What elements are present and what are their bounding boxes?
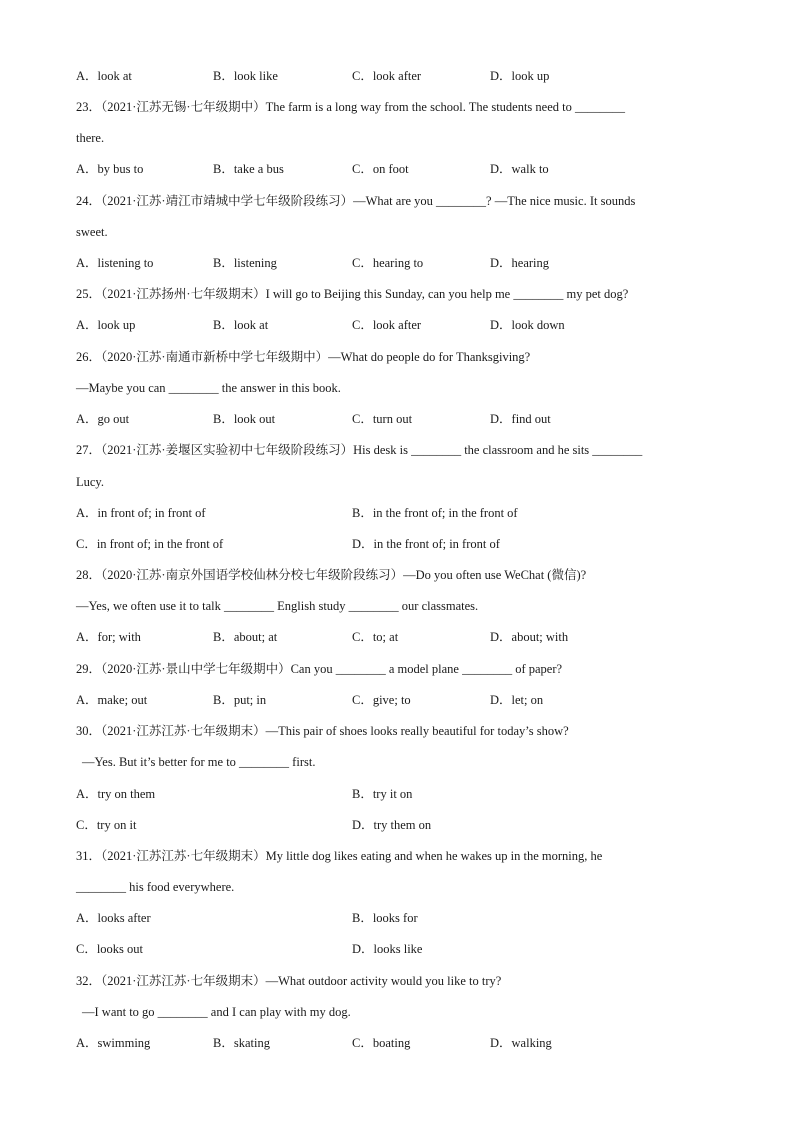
option-b[interactable]: B．in the front of; in the front of bbox=[352, 506, 518, 520]
question-text-line: 31．（2021·江苏江苏·七年级期末）My little dog likes eating and when he wakes up in the morning, he bbox=[76, 849, 603, 863]
question-text-line: 27．（2021·江苏·姜堰区实验初中七年级阶段练习）His desk is ________ the classroom and he sits ________ bbox=[76, 443, 643, 457]
option-c[interactable]: C．looks out bbox=[76, 942, 144, 956]
option-b[interactable]: B．skating bbox=[213, 1036, 270, 1050]
option-a[interactable]: A．try on them bbox=[76, 787, 156, 801]
option-d[interactable]: D．walk to bbox=[490, 162, 549, 176]
option-d[interactable]: D．find out bbox=[490, 412, 551, 426]
option-d[interactable]: D．looks like bbox=[352, 942, 423, 956]
option-c[interactable]: C．give; to bbox=[352, 693, 411, 707]
option-d[interactable]: D．look down bbox=[490, 318, 565, 332]
question-text-line: there. bbox=[76, 131, 105, 145]
option-c[interactable]: C．in front of; in the front of bbox=[76, 537, 224, 551]
option-a[interactable]: A．listening to bbox=[76, 256, 154, 270]
option-a[interactable]: A．looks after bbox=[76, 911, 151, 925]
option-a[interactable]: A．swimming bbox=[76, 1036, 151, 1050]
option-d[interactable]: D．walking bbox=[490, 1036, 552, 1050]
question-text-line: 26．（2020·江苏·南通市新桥中学七年级期中）—What do people do for Thanksgiving? bbox=[76, 350, 531, 364]
question-text-line: 32．（2021·江苏江苏·七年级期末）—What outdoor activity would you like to try? bbox=[76, 974, 502, 988]
option-a[interactable]: A．look at bbox=[76, 69, 132, 83]
option-d[interactable]: D．try them on bbox=[352, 818, 432, 832]
option-b[interactable]: B．try it on bbox=[352, 787, 413, 801]
option-c[interactable]: C．hearing to bbox=[352, 256, 424, 270]
option-c[interactable]: C．look after bbox=[352, 69, 422, 83]
option-c[interactable]: C．to; at bbox=[352, 630, 399, 644]
option-b[interactable]: B．listening bbox=[213, 256, 277, 270]
option-b[interactable]: B．put; in bbox=[213, 693, 267, 707]
option-d[interactable]: D．let; on bbox=[490, 693, 544, 707]
option-b[interactable]: B．about; at bbox=[213, 630, 278, 644]
question-text-line: 29．（2020·江苏·景山中学七年级期中）Can you ________ a model plane ________ of paper? bbox=[76, 662, 563, 676]
option-c[interactable]: C．try on it bbox=[76, 818, 137, 832]
question-text-line: —Yes. But it’s better for me to ________ first. bbox=[82, 755, 316, 769]
option-b[interactable]: B．looks for bbox=[352, 911, 418, 925]
option-d[interactable]: D．in the front of; in front of bbox=[352, 537, 500, 551]
option-a[interactable]: A．by bus to bbox=[76, 162, 144, 176]
question-text-line: 30．（2021·江苏江苏·七年级期末）—This pair of shoes looks really beautiful for today’s show? bbox=[76, 724, 569, 738]
option-a[interactable]: A．in front of; in front of bbox=[76, 506, 206, 520]
option-b[interactable]: B．look at bbox=[213, 318, 269, 332]
question-text-line: 28．（2020·江苏·南京外国语学校仙林分校七年级阶段练习）—Do you often use WeChat (微信)? bbox=[76, 568, 587, 582]
question-text-line: Lucy. bbox=[76, 475, 104, 489]
question-text-line: 23．（2021·江苏无锡·七年级期中）The farm is a long way from the school. The students need to ________ bbox=[76, 100, 625, 114]
option-b[interactable]: B．look like bbox=[213, 69, 278, 83]
option-b[interactable]: B．look out bbox=[213, 412, 276, 426]
question-text-line: ________ his food everywhere. bbox=[76, 880, 235, 894]
option-c[interactable]: C．turn out bbox=[352, 412, 413, 426]
question-text-line: —Maybe you can ________ the answer in this book. bbox=[76, 381, 341, 395]
option-c[interactable]: C．on foot bbox=[352, 162, 409, 176]
question-text-line: 24．（2021·江苏·靖江市靖城中学七年级阶段练习）—What are you ________? —The nice music. It sounds bbox=[76, 194, 636, 208]
question-text-line: 25．（2021·江苏扬州·七年级期末）I will go to Beijing this Sunday, can you help me ________ my pet dog? bbox=[76, 287, 629, 301]
option-c[interactable]: C．boating bbox=[352, 1036, 411, 1050]
question-text-line: —Yes, we often use it to talk ________ English study ________ our classmates. bbox=[76, 599, 479, 613]
option-a[interactable]: A．for; with bbox=[76, 630, 141, 644]
option-a[interactable]: A．look up bbox=[76, 318, 136, 332]
option-a[interactable]: A．go out bbox=[76, 412, 130, 426]
option-a[interactable]: A．make; out bbox=[76, 693, 148, 707]
question-text-line: sweet. bbox=[76, 225, 108, 239]
option-d[interactable]: D．look up bbox=[490, 69, 550, 83]
option-c[interactable]: C．look after bbox=[352, 318, 422, 332]
option-b[interactable]: B．take a bus bbox=[213, 162, 284, 176]
question-text-line: —I want to go ________ and I can play with my dog. bbox=[82, 1005, 351, 1019]
option-d[interactable]: D．hearing bbox=[490, 256, 550, 270]
option-d[interactable]: D．about; with bbox=[490, 630, 569, 644]
